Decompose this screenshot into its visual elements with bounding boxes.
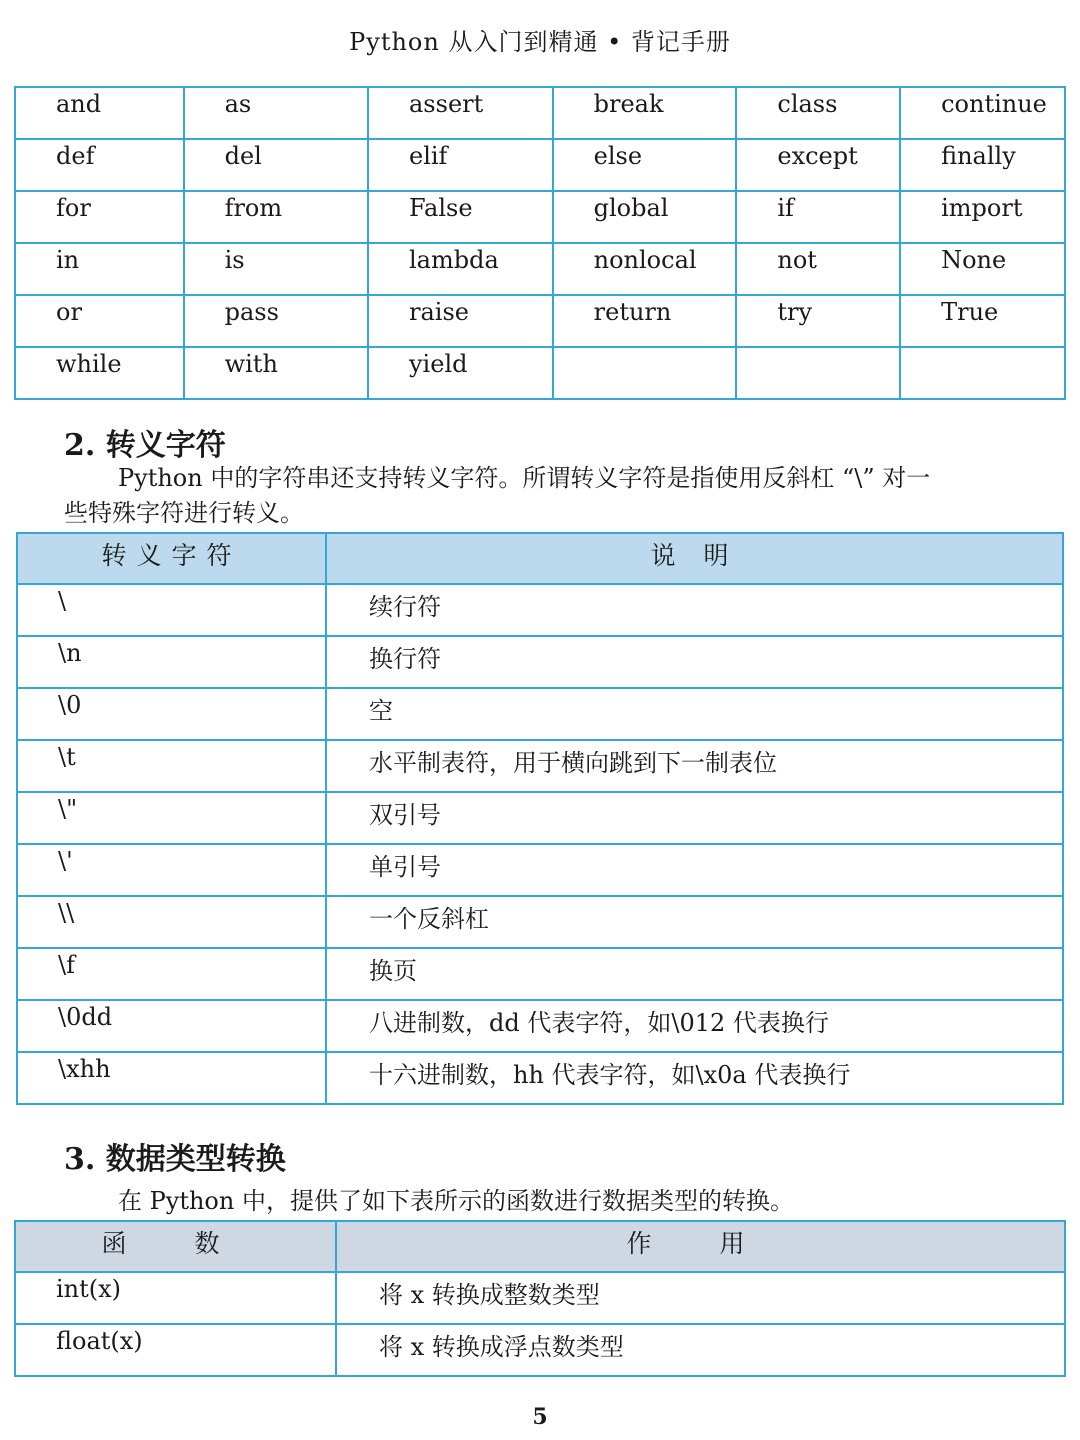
escape-row [17, 792, 1063, 844]
escape-row [17, 948, 1063, 1000]
escape-desc-cell: 双引号 [326, 792, 1063, 844]
keyword-cell: assert [368, 87, 553, 139]
escape-key-cell: \\ [17, 896, 326, 948]
section-3-heading: 3. 数据类型转换 [64, 1142, 286, 1177]
conversion-table-header-purpose: 作 用 [336, 1221, 1065, 1272]
keyword-cell: break [553, 87, 737, 139]
conversion-key-cell: float(x) [15, 1324, 336, 1376]
escape-desc-cell: 续行符 [326, 584, 1063, 636]
type-conversion-table [14, 1220, 1066, 1377]
keyword-cell: pass [184, 295, 368, 347]
keyword-cell: elif [368, 139, 553, 191]
conversion-desc-cell: 将 x 转换成整数类型 [336, 1272, 1065, 1324]
keyword-row [15, 191, 1065, 243]
conversion-table-header-function: 函 数 [15, 1221, 336, 1272]
keyword-cell: for [15, 191, 184, 243]
escape-row [17, 1000, 1063, 1052]
escape-desc-cell: 八进制数，dd 代表字符，如\012 代表换行 [326, 1000, 1063, 1052]
keyword-row [15, 347, 1065, 399]
keyword-cell: with [184, 347, 368, 399]
escape-table-header-char: 转义字符 [17, 533, 326, 584]
keyword-cell [736, 347, 900, 399]
escape-key-cell: \t [17, 740, 326, 792]
keyword-cell [900, 347, 1065, 399]
escape-desc-cell: 十六进制数，hh 代表字符，如\x0a 代表换行 [326, 1052, 1063, 1104]
keyword-row [15, 139, 1065, 191]
keyword-cell: return [553, 295, 737, 347]
keyword-cell: True [900, 295, 1065, 347]
escape-row [17, 1052, 1063, 1104]
escape-key-cell: \" [17, 792, 326, 844]
escape-key-cell: \ [17, 584, 326, 636]
page-number: 5 [532, 1404, 548, 1430]
section-3-intro: 在 Python 中，提供了如下表所示的函数进行数据类型的转换。 [118, 1187, 794, 1215]
escape-desc-cell: 空 [326, 688, 1063, 740]
escape-row [17, 584, 1063, 636]
escape-row [17, 740, 1063, 792]
keyword-cell: in [15, 243, 184, 295]
section-2-intro-line2: 些特殊字符进行转义。 [64, 499, 304, 527]
keyword-cell: finally [900, 139, 1065, 191]
keyword-cell: not [736, 243, 900, 295]
keyword-cell: def [15, 139, 184, 191]
section-2-intro-line1: Python 中的字符串还支持转义字符。所谓转义字符是指使用反斜杠 “\” 对一 [118, 464, 931, 492]
keyword-cell: class [736, 87, 900, 139]
running-header: Python 从入门到精通 • 背记手册 [349, 28, 731, 56]
conversion-row [15, 1324, 1065, 1376]
keyword-cell: or [15, 295, 184, 347]
escape-key-cell: \xhh [17, 1052, 326, 1104]
keyword-cell: del [184, 139, 368, 191]
conversion-row [15, 1272, 1065, 1324]
keyword-cell: if [736, 191, 900, 243]
keyword-cell: is [184, 243, 368, 295]
escape-table-header-desc: 说 明 [326, 533, 1063, 584]
keyword-cell: raise [368, 295, 553, 347]
escape-row [17, 896, 1063, 948]
keywords-table [14, 86, 1066, 400]
keyword-cell: False [368, 191, 553, 243]
keyword-cell: as [184, 87, 368, 139]
section-2-heading: 2. 转义字符 [64, 428, 226, 463]
keyword-cell: None [900, 243, 1065, 295]
keyword-cell: try [736, 295, 900, 347]
keyword-cell: and [15, 87, 184, 139]
keyword-row [15, 243, 1065, 295]
keyword-cell: continue [900, 87, 1065, 139]
escape-key-cell: \0 [17, 688, 326, 740]
conversion-desc-cell: 将 x 转换成浮点数类型 [336, 1324, 1065, 1376]
escape-desc-cell: 一个反斜杠 [326, 896, 1063, 948]
keyword-row [15, 295, 1065, 347]
escape-key-cell: \' [17, 844, 326, 896]
keyword-cell: lambda [368, 243, 553, 295]
escape-desc-cell: 换页 [326, 948, 1063, 1000]
keyword-cell: import [900, 191, 1065, 243]
escape-row [17, 688, 1063, 740]
keyword-row [15, 87, 1065, 139]
escape-desc-cell: 换行符 [326, 636, 1063, 688]
keyword-cell: global [553, 191, 737, 243]
conversion-key-cell: int(x) [15, 1272, 336, 1324]
escape-characters-table [16, 532, 1064, 1105]
escape-row [17, 636, 1063, 688]
keyword-cell: else [553, 139, 737, 191]
keyword-cell: yield [368, 347, 553, 399]
escape-row [17, 844, 1063, 896]
keyword-cell: nonlocal [553, 243, 737, 295]
keyword-cell: while [15, 347, 184, 399]
escape-key-cell: \0dd [17, 1000, 326, 1052]
escape-desc-cell: 水平制表符，用于横向跳到下一制表位 [326, 740, 1063, 792]
keyword-cell: except [736, 139, 900, 191]
escape-key-cell: \n [17, 636, 326, 688]
escape-desc-cell: 单引号 [326, 844, 1063, 896]
keyword-cell [553, 347, 737, 399]
keyword-cell: from [184, 191, 368, 243]
escape-key-cell: \f [17, 948, 326, 1000]
